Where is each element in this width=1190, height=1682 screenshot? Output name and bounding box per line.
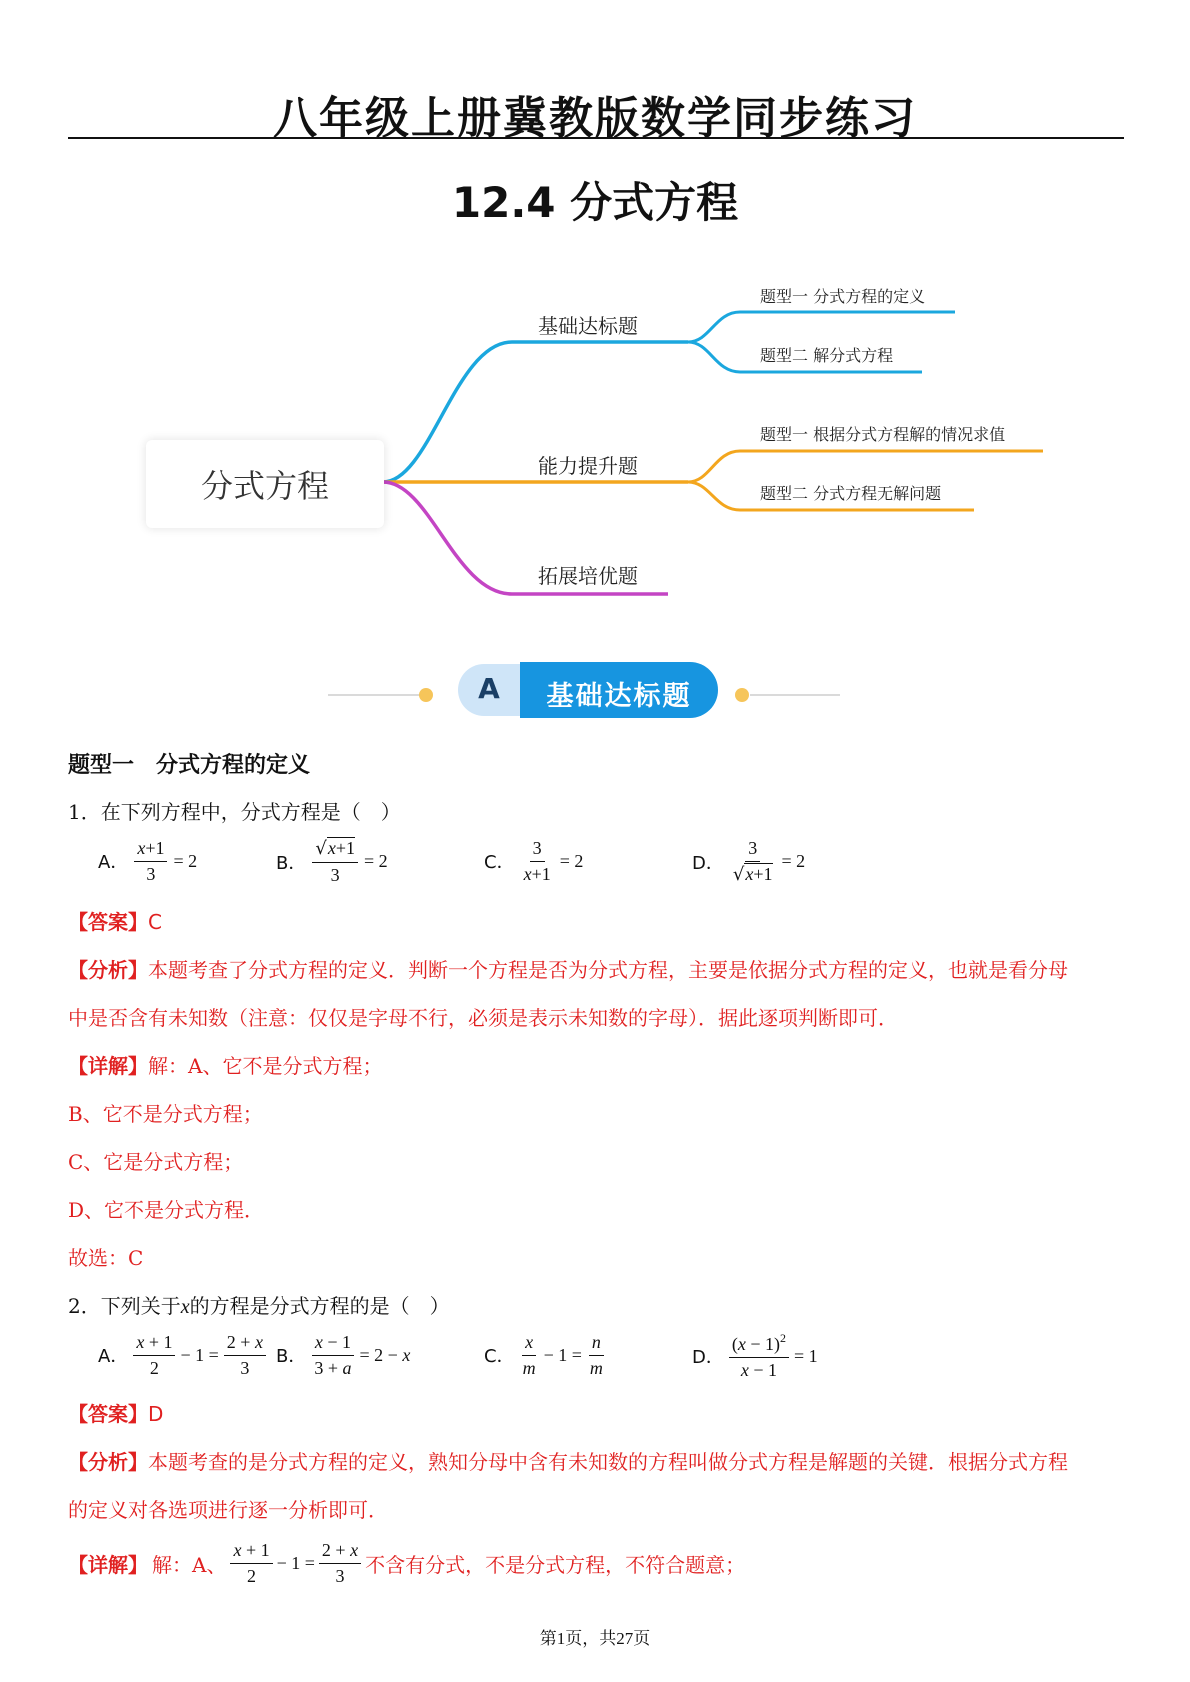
q2-option-a: A． $\frac{x + 1}{2}$ − 1 = $\frac{2 + x}{3}$ (98, 1332, 266, 1378)
mindmap-leaf-ability-2: 题型二 分式方程无解问题 (760, 484, 942, 503)
q2-option-b: B． $\frac{x - 1}{3 + a}$ = 2 − x (276, 1332, 411, 1378)
q1-detail-line-5: 故选：C (68, 1246, 144, 1270)
q1-answer: 【答案】C (68, 910, 162, 934)
banner-letter: A (478, 672, 500, 705)
fraction: $\frac{(x - 1)^2}{x - 1}$ (729, 1332, 789, 1380)
q2-answer: 【答案】D (68, 1402, 164, 1426)
fraction: $\frac{n}{m}$ (589, 1332, 603, 1378)
mindmap-leaf-basic-1: 题型一 分式方程的定义 (760, 287, 926, 306)
banner-label: 基础达标题 (546, 681, 692, 712)
q2-option-c: C． $\frac{x}{m}$ − 1 = $\frac{n}{m}$ (484, 1332, 606, 1378)
fraction: $\frac{2 + x}{3}$ (224, 1332, 266, 1378)
q2-analysis-line-2: 的定义对各选项进行逐一分析即可． (68, 1498, 388, 1522)
q1-stem: 1．在下列方程中，分式方程是（ ） (68, 800, 401, 824)
q1-option-b-letter: B． (276, 852, 307, 874)
q1-analysis-line-1: 【分析】本题考查了分式方程的定义．判断一个方程是否为分式方程，主要是依据分式方程的定义，也就是看分母 (68, 958, 1068, 982)
fraction: $\frac{x + 1}{2}$ (230, 1540, 272, 1586)
q1-option-d-letter: D． (692, 852, 724, 874)
section-heading: 题型一 分式方程的定义 (68, 753, 311, 778)
q1-option-a-letter: A． (98, 852, 129, 874)
fraction: $\frac{x - 1}{3 + a}$ (311, 1332, 354, 1378)
fraction: $\frac{3}{x+1}$ (523, 838, 551, 884)
mindmap-branch-basic: 基础达标题 (538, 314, 638, 338)
q2-analysis-line-1: 【分析】本题考查的是分式方程的定义，熟知分母中含有未知数的方程叫做分式方程是解题的关键．根据分式方程 (68, 1450, 1068, 1474)
q1-option-b: B． $\frac{√x+1}{3}$ = 2 (276, 838, 388, 885)
q2-stem: 2．下列关于x的方程是分式方程的是（ ） (68, 1294, 450, 1318)
q1-option-a: A． $\frac{x+1}{3}$ = 2 (98, 838, 198, 884)
q1-detail-line-3: C、它是分式方程； (68, 1150, 244, 1174)
q1-option-c-letter: C． (484, 852, 515, 874)
q1-option-c: C． $\frac{3}{x+1}$ = 2 (484, 838, 584, 884)
fraction: $\frac{x+1}{3}$ (134, 838, 167, 884)
series-title: 八年级上册冀教版数学同步练习 (273, 93, 917, 144)
fraction: $\frac{3}{√x+1}$ (732, 838, 773, 885)
page-number: 第1页，共27页 (539, 1629, 651, 1648)
lesson-title: 12.4 分式方程 (451, 178, 739, 227)
fraction: $\frac{x}{m}$ (522, 1332, 536, 1378)
leaf-line-ability-1 (688, 451, 1043, 482)
mindmap-leaf-ability-1: 题型一 根据分式方程解的情况求值 (760, 425, 1006, 444)
q2-option-b-letter: B． (276, 1346, 307, 1368)
q2-option-d-letter: D． (692, 1347, 724, 1369)
fraction: $\frac{x + 1}{2}$ (133, 1332, 175, 1378)
q2-option-a-letter: A． (98, 1346, 129, 1368)
q1-detail-line-4: D、它不是分式方程． (68, 1198, 265, 1222)
leaf-line-basic-1 (688, 312, 955, 342)
fraction: $\frac{2 + x}{3}$ (319, 1540, 361, 1586)
mindmap-branch-ability: 能力提升题 (538, 454, 638, 478)
q1-detail-line-1: 【详解】解：A、它不是分式方程； (68, 1054, 383, 1078)
q1-detail-line-2: B、它不是分式方程； (68, 1102, 263, 1126)
mindmap-leaf-basic-2: 题型二 解分式方程 (760, 346, 894, 365)
q1-option-d: D． $\frac{3}{√x+1}$ = 2 (692, 838, 806, 885)
q2-option-c-letter: C． (484, 1346, 515, 1368)
q1-analysis-line-2: 中是否含有未知数（注意：仅仅是字母不行，必须是表示未知数的字母）．据此逐项判断即可． (68, 1006, 898, 1030)
mindmap-branch-extend: 拓展培优题 (538, 564, 638, 588)
q2-option-d: D． $\frac{(x - 1)^2}{x - 1}$ = 1 (692, 1331, 818, 1380)
q2-detail-line-1: 【详解】 解：A、 $\frac{x + 1}{2}$ − 1 = $\frac{2 + x}{3}$ 不含有分式，不是分式方程，不符合题意； (68, 1540, 746, 1586)
fraction: $\frac{√x+1}{3}$ (312, 838, 358, 885)
branch-line-basic (383, 342, 688, 482)
mindmap-root-label: 分式方程 (200, 467, 329, 505)
